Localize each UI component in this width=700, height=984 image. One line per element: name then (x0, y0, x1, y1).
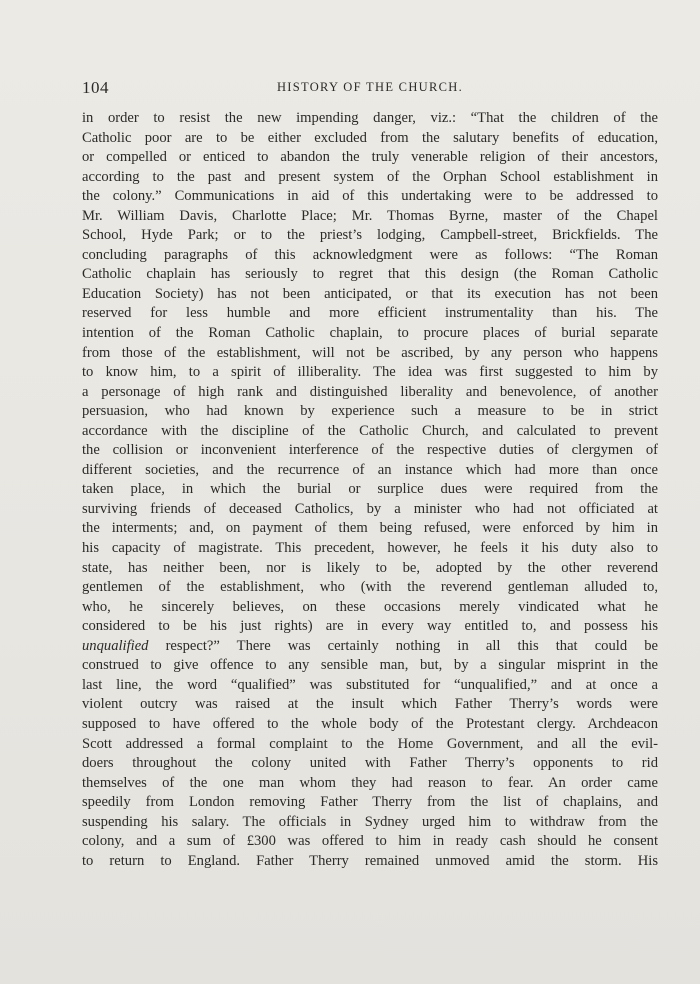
text-line: colony, and a sum of £300 was offered to him in ready cash should he consent (82, 833, 658, 850)
text-line: or compelled or enticed to abandon the truly venerable religion of their ancestors, (82, 149, 658, 166)
text-line: surviving friends of deceased Catholics, by a minister who had not officiated at (82, 500, 658, 517)
text-line: state, has neither been, nor is likely to be, adopted by the other reverend (82, 559, 658, 576)
text-line: his capacity of magistrate. This precedent, however, he feels it his duty also to (82, 540, 658, 557)
text-line: considered to be his just rights) are in every way entitled to, and possess his (82, 618, 658, 635)
text-line: the collision or inconvenient interference of the respective duties of clergymen of (82, 442, 658, 459)
text-line: persuasion, who had known by experience such a measure to be in strict (82, 403, 658, 420)
text-line: who, he sincerely believes, on these occasions merely vindicated what he (82, 598, 658, 615)
text-line: reserved for less humble and more efficient instrumentality than his. The (82, 305, 658, 322)
body-text (82, 109, 658, 871)
text-line: from those of the establishment, will not be ascribed, by any person who happens (82, 344, 658, 361)
text-line: intention of the Roman Catholic chaplain, to procure places of burial separate (82, 325, 658, 342)
running-head: HISTORY OF THE CHURCH. (276, 80, 464, 94)
text-line: unqualified respect?” There was certainly nothing in all this that could be (82, 637, 658, 654)
text-line: Catholic chaplain has seriously to regret that this design (the Roman Catholic (82, 266, 658, 283)
text-line: according to the past and present system of the Orphan School establishment in (82, 168, 658, 185)
text-line: construed to give offence to any sensible man, but, by a singular misprint in the (82, 657, 658, 674)
text-line: different societies, and the recurrence of an instance which had more than once (82, 461, 658, 478)
text-line: accordance with the discipline of the Catholic Church, and calculated to prevent (82, 422, 658, 439)
page-number: 104 (82, 78, 109, 97)
text-line: to return to England. Father Therry remained unmoved amid the storm. His (82, 852, 658, 869)
text-line: gentlemen of the establishment, who (with the reverend gentleman alluded to, (82, 579, 658, 596)
text-line: the interments; and, on payment of them being refused, were enforced by him in (82, 520, 658, 537)
text-line: a personage of high rank and distinguished liberality and benevolence, of another (82, 383, 658, 400)
text-line: suspending his salary. The officials in Sydney urged him to withdraw from the (82, 813, 658, 830)
text-line: Education Society) has not been anticipated, or that its execution has not been (82, 285, 658, 302)
text-line: last line, the word “qualified” was substituted for “unqualified,” and at once a (82, 676, 658, 693)
text-line: supposed to have offered to the whole body of the Protestant clergy. Archdeacon (82, 715, 658, 732)
text-line: doers throughout the colony united with Father Therry’s opponents to rid (82, 755, 658, 772)
text-line: concluding paragraphs of this acknowledgment were as follows: “The Roman (82, 246, 658, 263)
text-line: to know him, to a spirit of illiberality. The idea was first suggested to him by (82, 364, 658, 381)
italic-emphasis: unqualified (82, 637, 149, 654)
text-line: School, Hyde Park; or to the priest’s lodging, Campbell-street, Brickfields. The (82, 227, 658, 244)
text-line: themselves of the one man whom they had reason to fear. An order came (82, 774, 658, 791)
text-line: Catholic poor are to be either excluded from the salutary benefits of education, (82, 129, 658, 146)
text-line: the colony.” Communications in aid of this undertaking were to be addressed to (82, 188, 658, 205)
text-line: Mr. William Davis, Charlotte Place; Mr. Thomas Byrne, master of the Chapel (82, 207, 658, 224)
text-line: in order to resist the new impending danger, viz.: “That the children of the (82, 110, 658, 126)
page-header (82, 78, 658, 100)
text-line: Scott addressed a formal complaint to the Home Government, and all the evil- (82, 735, 658, 752)
text-line: violent outcry was raised at the insult which Father Therry’s words were (82, 696, 658, 713)
text-line: speedily from London removing Father Therry from the list of chaplains, and (82, 794, 658, 811)
text-line: taken place, in which the burial or surplice dues were required from the (82, 481, 658, 498)
